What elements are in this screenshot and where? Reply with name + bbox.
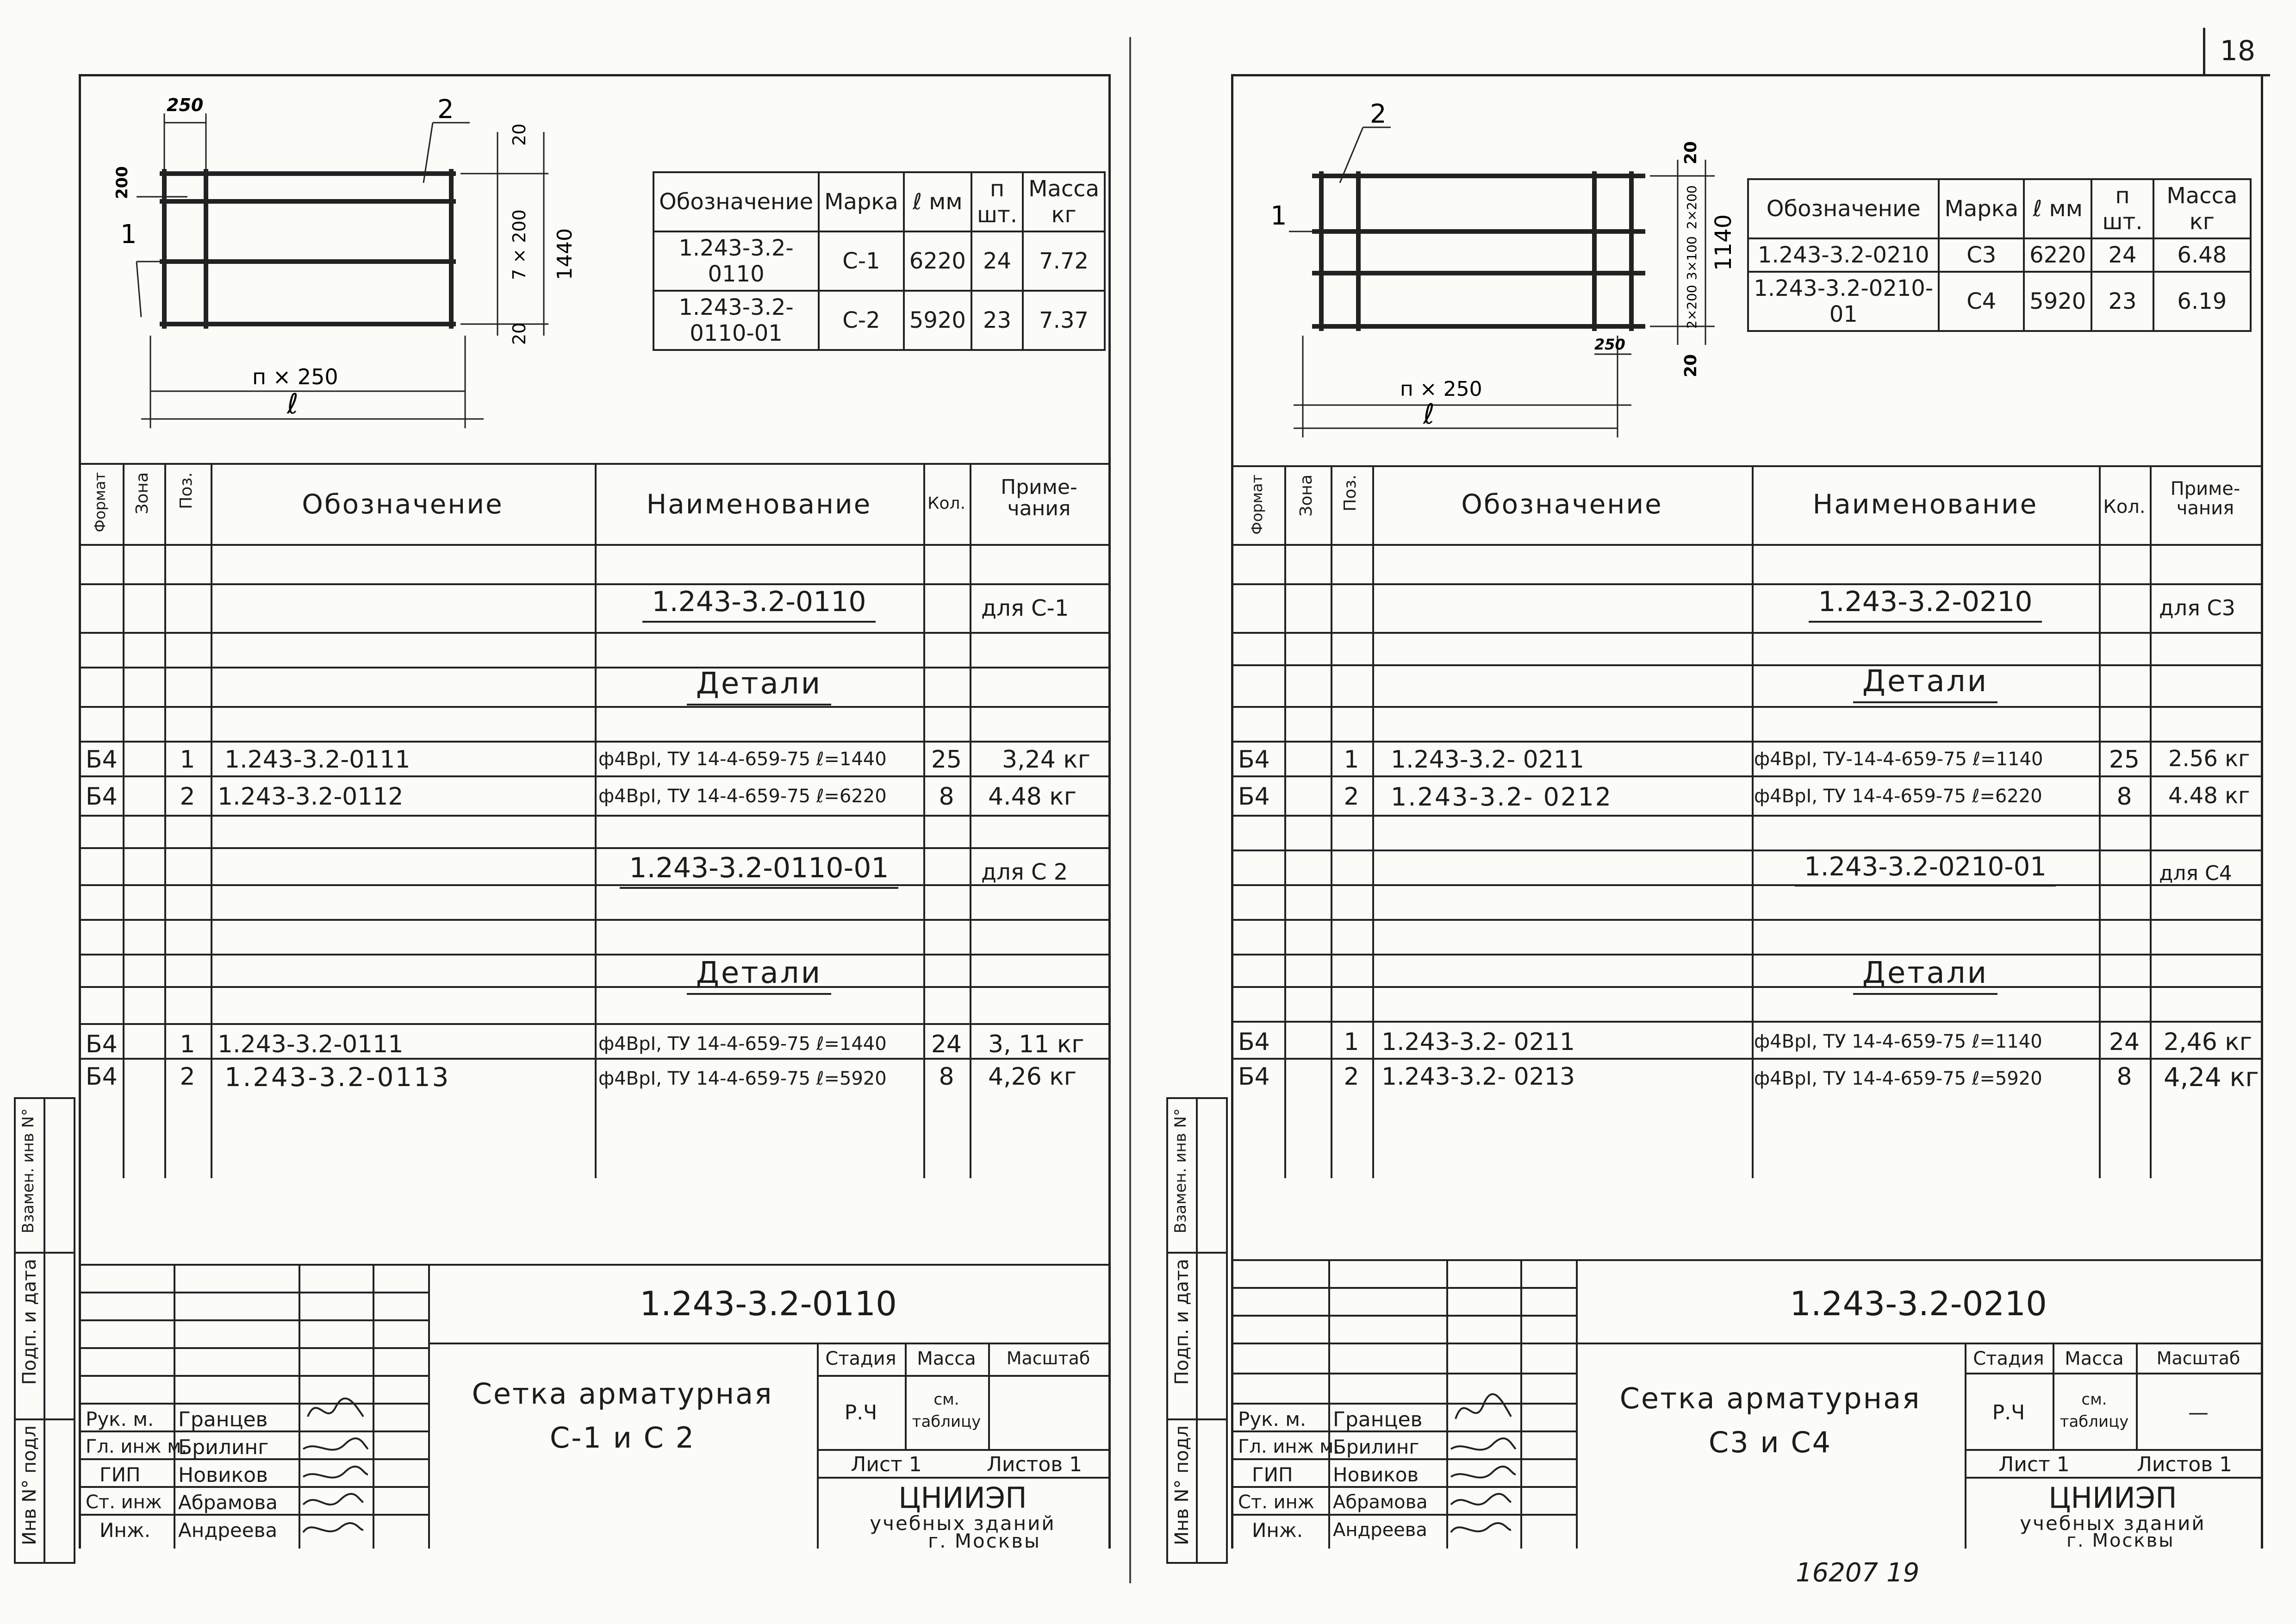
org-line2: учебных зданий [870,1512,1056,1535]
row-qty: 24 [931,1031,962,1058]
marks-header-n: п шт. [2091,179,2153,238]
row-note: 4.48 кг [988,783,1077,811]
row-format: Б4 [86,783,118,811]
marks-n: 23 [971,291,1023,350]
person-name: Абрамова [178,1491,278,1514]
hdr-zone: Зона [133,472,152,514]
role-label: Рук. м. [1238,1408,1307,1430]
row-format: Б4 [1238,746,1270,774]
marks-n: 24 [971,231,1023,291]
doc-code: 1.243-3.2-0110 [640,1284,897,1323]
signature-mark [1451,1494,1511,1505]
row-format: Б4 [1238,1063,1270,1091]
org-name: ЦНИИЭП [898,1481,1027,1515]
signatures [299,1375,373,1549]
marks-mass: 7.72 [1023,231,1105,291]
marks-mass: 6.48 [2153,238,2251,272]
row-qty: 25 [2109,746,2140,774]
person-name: Андреева [178,1519,278,1542]
row-note: 2.56 кг [2168,746,2250,772]
row-name: ф4ВрI, ТУ 14-4-659-75 ℓ=5920 [1754,1068,2042,1089]
dim-2x200-bottom: 2×200 [1684,285,1699,329]
role-label: Гл. инж м. [1238,1436,1340,1457]
marks-row [653,231,1105,291]
org-city: г. Москвы [928,1530,1041,1552]
marks-n: 24 [2091,238,2153,272]
dim-1140: 1140 [1711,214,1736,271]
details-heading-text: Детали [1853,664,1997,703]
row-qty: 8 [939,783,954,811]
person-name: Гранцев [178,1408,268,1431]
mass-value: см. таблицу [2060,1390,2129,1431]
marks-length: 6220 [904,231,971,291]
marks-header-mark: Марка [819,172,904,231]
marks-header-row [653,172,1105,231]
row-name: ф4ВрI, ТУ 14-4-659-75 ℓ=1440 [598,1033,887,1055]
hdr-name: Наименование [646,488,872,520]
marks-mark: С-1 [819,231,904,291]
row-name: ф4ВрI, ТУ 14-4-659-75 ℓ=1440 [598,749,887,770]
role-label: Ст. инж [1238,1492,1314,1513]
signatures [1446,1373,1520,1549]
row-pos: 2 [1344,783,1359,811]
row-note: 4,24 кг [2164,1062,2259,1093]
marks-code: 1.243-3.2-0110-01 [653,291,819,350]
pos-2-callout: 2 [437,94,454,125]
hdr-notes: Приме-чания [1001,475,1077,521]
marks-header-length: ℓ мм [2024,179,2091,238]
details-heading [1752,664,2099,699]
dim-20-top: 20 [1681,141,1700,164]
assembly-code-text: 1.243-3.2-0110-01 [620,852,898,889]
assembly-code-text: 1.243-3.2-0110 [642,586,875,623]
row-qty: 25 [931,746,962,774]
marks-code: 1.243-3.2-0110 [653,231,819,291]
org-line2: учебных зданий [2020,1512,2206,1535]
row-name: ф4ВрI, ТУ 14-4-659-75 ℓ=1140 [1754,1031,2042,1052]
drawing-sheet-right [1231,74,2263,1549]
signature-mark [1451,1438,1516,1450]
mass-label: Масса [917,1348,976,1369]
sheet-number: Лист 1 [851,1453,922,1476]
dim-n-pitch: п × 250 [252,364,338,389]
row-format: Б4 [86,1063,118,1091]
drawing-sheet-left [79,74,1111,1552]
marks-code: 1.243-3.2-0210-01 [1748,272,1939,331]
row-name: ф4ВрI, ТУ 14-4-659-75 ℓ=5920 [598,1068,887,1089]
row-qty: 8 [939,1063,954,1091]
dim-200: 200 [113,166,131,199]
marks-header-mass: Масса кг [1023,172,1105,231]
org-city: г. Москвы [2066,1530,2175,1551]
title-block-left [81,1264,1108,1552]
dim-7x200: 7 × 200 [509,209,529,280]
person-name: Новиков [1333,1463,1419,1486]
hdr-qty: Кол. [927,494,966,513]
hdr-code: Обозначение [1461,488,1663,520]
mass-label: Масса [2065,1348,2124,1369]
hdr-code: Обозначение [302,488,504,520]
scale-value: — [2188,1401,2209,1424]
assembly-code [1752,588,2099,616]
role-label: Рук. м. [86,1408,154,1430]
stage-value: Р.Ч [844,1401,877,1424]
title-block-right [1233,1259,2261,1549]
person-name: Брилинг [1333,1436,1419,1458]
row-pos: 1 [180,1031,195,1058]
marks-table-left [653,171,1106,351]
role-label: Инж. [100,1519,151,1542]
pos-1-callout: 1 [1270,201,1287,231]
side-label-replace: Взамен. инв N° [1171,1108,1190,1234]
marks-table-right [1747,178,2252,332]
fold-line [1129,37,1131,1583]
assembly-note: для С4 [2159,862,2232,885]
assembly-code-text: 1.243-3.2-0210 [1809,586,2041,623]
marks-mass: 7.37 [1023,291,1105,350]
row-format: Б4 [1238,1028,1270,1056]
spec-table-right [1233,465,2261,1178]
row-name: ф4ВрI, ТУ 14-4-659-75 ℓ=6220 [598,786,887,807]
mesh-sketch-right [1233,76,1742,437]
row-pos: 1 [1344,1028,1359,1056]
signature-mark [303,1523,363,1532]
stage-label: Стадия [825,1348,896,1369]
person-name: Абрамова [1333,1492,1428,1513]
dim-3x100: 3×100 [1684,236,1699,280]
details-heading [595,669,923,699]
row-name: ф4ВрI, ТУ 14-4-659-75 ℓ=6220 [1754,786,2042,807]
details-heading-text: Детали [687,956,831,995]
marks-n: 23 [2091,272,2153,331]
corner-box [2203,28,2270,76]
role-label: ГИП [100,1463,141,1486]
marks-header-length: ℓ мм [904,172,971,231]
stage-value: Р.Ч [1992,1401,2025,1424]
role-label: Ст. инж [86,1492,162,1513]
signature-mark [1451,1467,1516,1478]
marks-length: 6220 [2024,238,2091,272]
spec-table-left [81,463,1108,1178]
row-note: 4.48 кг [2168,783,2250,809]
marks-row [1748,272,2251,331]
row-pos: 2 [1344,1063,1359,1091]
row-pos: 2 [180,783,195,811]
marks-header-mark: Марка [1939,179,2024,238]
dim-pitch: 250 [1594,336,1625,353]
row-code: 1.243-3.2-0113 [224,1062,451,1093]
row-qty: 8 [2116,783,2132,811]
signature-mark [308,1399,363,1417]
person-name: Брилинг [178,1436,269,1459]
scale-label: Масштаб [1006,1348,1090,1368]
row-code: 1.243-3.2- 0212 [1391,782,1613,812]
dim-pitch: 250 [167,95,204,115]
dim-20-bottom: 20 [1681,354,1700,377]
signature-mark [1456,1394,1511,1419]
marks-header-row [1748,179,2251,238]
row-qty: 24 [2109,1028,2140,1056]
marks-mark: С3 [1939,238,2024,272]
person-name: Андреева [1333,1519,1427,1541]
archive-number: 16207 19 [1796,1558,1920,1588]
signature-mark [1451,1523,1511,1532]
row-note: 4,26 кг [988,1063,1077,1091]
marks-mass: 6.19 [2153,272,2251,331]
side-label-replace: Взамен. инв N° [19,1108,37,1234]
side-strip-left [14,1097,75,1564]
role-label: ГИП [1252,1463,1293,1486]
row-pos: 1 [1344,746,1359,774]
pos-2-callout: 2 [1370,99,1387,129]
row-format: Б4 [86,746,118,774]
marks-row [1748,238,2251,272]
dim-n-pitch: п × 250 [1400,377,1482,401]
side-label-inv: Инв N° подл [1171,1425,1193,1545]
hdr-pos: Поз. [177,472,196,509]
hdr-qty: Кол. [2103,496,2146,518]
row-pos: 1 [180,746,195,774]
marks-header-code: Обозначение [1748,179,1939,238]
doc-title-line2: С-1 и С 2 [549,1421,696,1455]
details-heading-text: Детали [687,667,831,706]
hdr-format: Формат [91,472,109,532]
row-name: ф4ВрI, ТУ-14-4-659-75 ℓ=1140 [1754,749,2043,770]
dim-20-top: 20 [509,123,529,146]
row-code: 1.243-3.2-0112 [218,783,404,811]
assembly-code [595,854,923,882]
signature-mark [303,1467,368,1478]
org-name: ЦНИИЭП [2048,1481,2177,1515]
assembly-code [595,588,923,616]
marks-length: 5920 [2024,272,2091,331]
marks-mark: С4 [1939,272,2024,331]
row-note: 3,24 кг [1002,746,1091,774]
row-code: 1.243-3.2- 0211 [1391,746,1584,774]
row-format: Б4 [1238,783,1270,811]
hdr-format: Формат [1248,475,1266,535]
mesh-sketch-left [81,76,636,437]
hdr-name: Наименование [1812,488,2038,520]
mass-value: см. таблицу [912,1390,981,1431]
side-label-inv: Инв N° подл [19,1425,40,1545]
role-label: Гл. инж м. [86,1436,187,1457]
row-code: 1.243-3.2- 0213 [1381,1063,1575,1091]
hdr-pos: Поз. [1341,475,1360,512]
marks-code: 1.243-3.2-0210 [1748,238,1939,272]
details-heading [1752,958,2099,988]
row-format: Б4 [86,1031,118,1058]
row-qty: 8 [2116,1063,2132,1091]
doc-title-line1: Сетка арматурная [472,1377,773,1411]
assembly-note: для С-1 [981,595,1069,621]
marks-header-mass: Масса кг [2153,179,2251,238]
marks-mark: С-2 [819,291,904,350]
details-heading-text: Детали [1853,956,1997,995]
corner-number: 18 [2220,35,2256,67]
hdr-zone: Зона [1297,475,1316,517]
marks-row [653,291,1105,350]
marks-length: 5920 [904,291,971,350]
side-label-sign: Подп. и дата [1171,1259,1193,1385]
assembly-code [1752,854,2099,880]
row-code: 1.243-3.2-0111 [224,746,411,774]
hdr-notes: Приме-чания [2170,478,2240,519]
assembly-note: для С3 [2159,595,2235,620]
signature-mark [303,1494,363,1505]
doc-title-line2: С3 и С4 [1708,1425,1832,1459]
person-name: Новиков [178,1463,268,1487]
dim-1440: 1440 [553,228,577,280]
sheets-total: Листов 1 [2136,1453,2233,1476]
marks-header-n: п шт. [971,172,1023,231]
sheet-number: Лист 1 [1998,1453,2070,1476]
row-note: 2,46 кг [2164,1028,2252,1056]
side-strip-right [1166,1097,1228,1564]
role-label: Инж. [1252,1519,1303,1542]
row-code: 1.243-3.2- 0211 [1381,1028,1575,1056]
assembly-note: для С 2 [981,859,1068,885]
assembly-code-text: 1.243-3.2-0210-01 [1795,852,2056,887]
doc-code: 1.243-3.2-0210 [1790,1284,2047,1323]
dim-length: ℓ [1423,398,1435,431]
stage-label: Стадия [1973,1348,2044,1369]
marks-header-code: Обозначение [653,172,819,231]
doc-title-line1: Сетка арматурная [1619,1381,1921,1415]
person-name: Гранцев [1333,1408,1423,1431]
dim-2x200-top: 2×200 [1684,185,1699,229]
sheets-total: Листов 1 [986,1453,1083,1476]
dim-length: ℓ [287,388,299,420]
dim-20-bottom: 20 [509,322,529,345]
signature-mark [303,1438,368,1450]
scale-label: Масштаб [2156,1348,2240,1368]
side-label-sign: Подп. и дата [19,1259,40,1385]
row-pos: 2 [180,1063,195,1091]
details-heading [595,958,923,988]
row-code: 1.243-3.2-0111 [218,1031,404,1058]
row-note: 3, 11 кг [988,1031,1084,1058]
pos-1-callout: 1 [120,219,137,250]
